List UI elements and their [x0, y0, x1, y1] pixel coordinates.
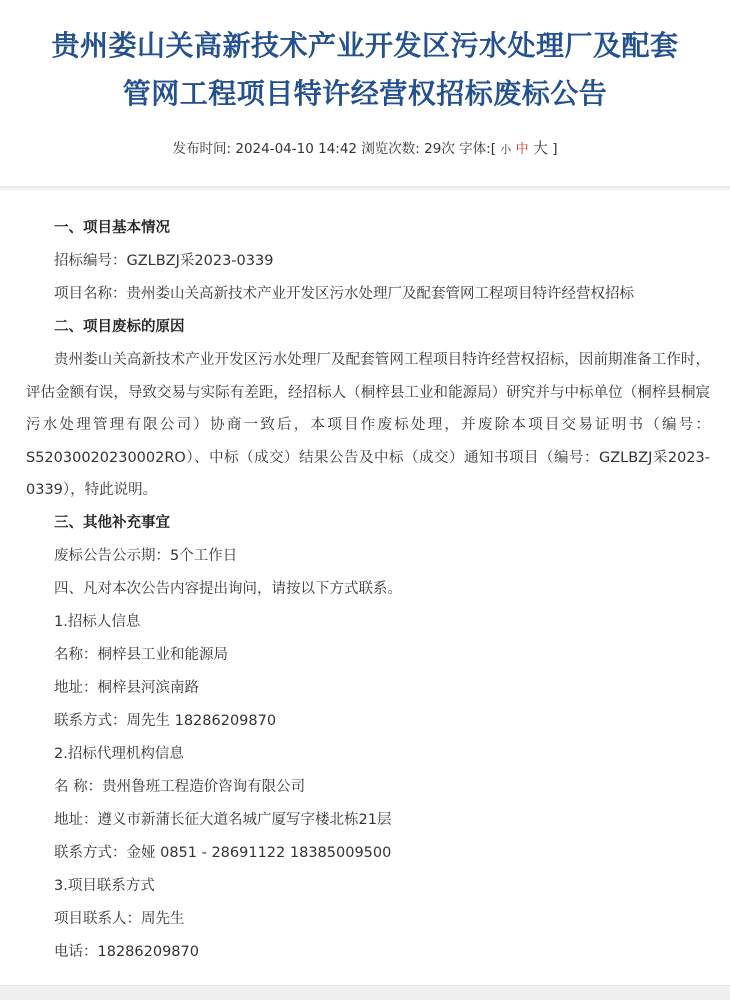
publish-time: 2024-04-10 14:42: [235, 141, 358, 157]
font-size-large-link[interactable]: 大: [532, 139, 548, 157]
publish-label: 发布时间:: [172, 141, 232, 157]
views-label: 浏览次数:: [361, 141, 420, 157]
agency-address: 地址：遵义市新蒲长征大道名城广厦写字楼北栋21层: [54, 811, 392, 828]
project-contact-person: 项目联系人：周先生: [54, 910, 185, 927]
publicity-period: 废标公告公示期：5个工作日: [54, 547, 238, 564]
agency-contact: 联系方式：金娅 0851 - 28691122 18385009500: [54, 844, 392, 861]
page-footer-bar: [0, 985, 730, 1000]
tenderer-address: 地址：桐梓县河滨南路: [54, 679, 199, 696]
project-contact-title: 3.项目联系方式: [54, 877, 155, 894]
section-heading-reason: 二、项目废标的原因: [54, 319, 185, 335]
tenderer-contact: 联系方式：周先生 18286209870: [54, 712, 277, 729]
project-name: 项目名称：贵州娄山关高新技术产业开发区污水处理厂及配套管网工程项目特许经营权招标: [54, 286, 634, 302]
reason-paragraph: 贵州娄山关高新技术产业开发区污水处理厂及配套管网工程项目特许经营权招标，因前期准备工作时，评估金额有误，导致交易与实际有差距，经招标人（桐梓县工业和能源局）研究并与中标单位（桐梓县桐宸污水处理管理有限公司）协商一致后，本项目作废标处理，并废除本项目交易证明书（编号：S52030020230002RO）、中标（成交）结果公告及中标（成交）通知书项目（编号：GZLBZJ采2023-0339），特此说明。: [26, 352, 710, 498]
tenderer-info-title: 1.招标人信息: [54, 613, 141, 630]
article-title-line-2: 管网工程项目特许经营权招标废标公告: [122, 77, 608, 110]
agency-name: 名 称：贵州鲁班工程造价咨询有限公司: [54, 778, 306, 795]
font-size-label: 字体:[: [459, 141, 496, 157]
article-header: [0, 0, 730, 186]
font-size-small-link[interactable]: 小: [500, 143, 512, 156]
font-size-medium-link[interactable]: 中: [515, 142, 529, 157]
agency-info-title: 2.招标代理机构信息: [54, 745, 184, 762]
article-title-line-1: 贵州娄山关高新技术产业开发区污水处理厂及配套: [51, 29, 679, 62]
tenderer-name: 名称：桐梓县工业和能源局: [54, 646, 228, 663]
inquiry-note: 四、凡对本次公告内容提出询问，请按以下方式联系。: [54, 580, 402, 597]
article-body: [0, 212, 730, 969]
section-heading-basic-info: 一、项目基本情况: [54, 220, 170, 236]
views-count: 29次: [424, 141, 455, 157]
article-title: [0, 22, 730, 118]
header-divider: [0, 186, 730, 190]
article-meta: [0, 138, 730, 160]
section-heading-other: 三、其他补充事宜: [54, 514, 170, 531]
tender-number: 招标编号：GZLBZJ采2023-0339: [54, 253, 274, 269]
font-size-bracket-end: ]: [552, 141, 558, 157]
project-phone: 电话：18286209870: [54, 943, 199, 960]
